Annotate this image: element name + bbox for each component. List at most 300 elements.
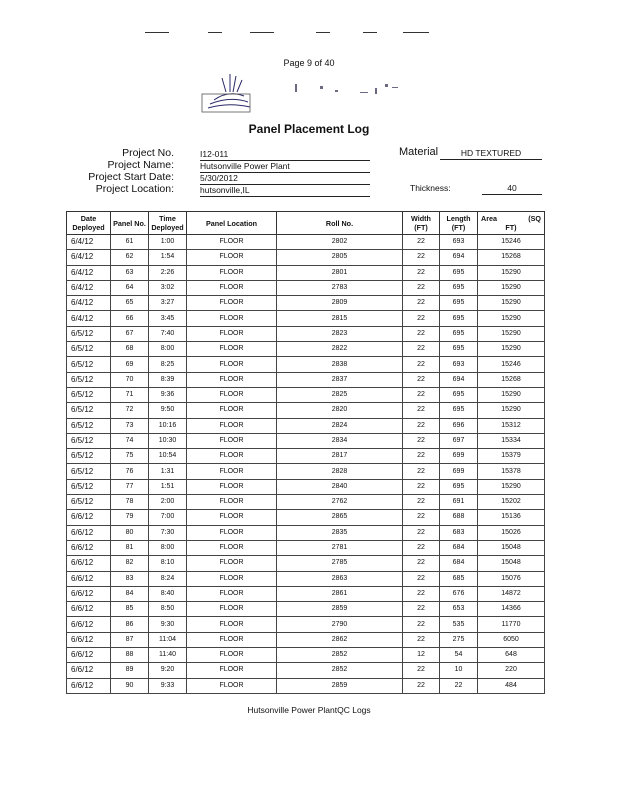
width-cell: 22 (403, 602, 440, 617)
length-cell: 695 (440, 403, 478, 418)
area-cell: 15290 (478, 326, 545, 341)
panel-no-cell: 82 (111, 556, 149, 571)
width-cell: 22 (403, 250, 440, 265)
area-cell: 15246 (478, 357, 545, 372)
width-cell: 22 (403, 296, 440, 311)
time-cell: 7:00 (149, 510, 187, 525)
time-cell: 8:10 (149, 556, 187, 571)
page-number: Page 9 of 40 (283, 58, 335, 68)
width-cell: 22 (403, 387, 440, 402)
location-cell: FLOOR (187, 586, 277, 601)
panel-no-cell: 76 (111, 464, 149, 479)
panel-no-cell: 89 (111, 663, 149, 678)
roll-no-cell: 2801 (277, 265, 403, 280)
length-cell: 685 (440, 571, 478, 586)
panel-no-cell: 67 (111, 326, 149, 341)
table-row (67, 663, 545, 678)
time-cell: 8:00 (149, 342, 187, 357)
time-cell: 11:40 (149, 648, 187, 663)
table-row (67, 510, 545, 525)
width-cell: 22 (403, 372, 440, 387)
location-cell: FLOOR (187, 387, 277, 402)
table-row (67, 678, 545, 693)
header-date-deployed: Date Deployed (67, 212, 111, 235)
length-cell: 693 (440, 357, 478, 372)
roll-no-cell: 2823 (277, 326, 403, 341)
location-cell: FLOOR (187, 296, 277, 311)
width-cell: 22 (403, 510, 440, 525)
panel-no-cell: 70 (111, 372, 149, 387)
length-cell: 695 (440, 479, 478, 494)
time-cell: 7:30 (149, 525, 187, 540)
area-cell: 15290 (478, 296, 545, 311)
roll-no-cell: 2861 (277, 586, 403, 601)
location-cell: FLOOR (187, 342, 277, 357)
length-cell: 693 (440, 235, 478, 250)
length-cell: 22 (440, 678, 478, 693)
time-cell: 8:25 (149, 357, 187, 372)
length-cell: 699 (440, 464, 478, 479)
panel-no-cell: 69 (111, 357, 149, 372)
location-cell: FLOOR (187, 433, 277, 448)
panel-no-cell: 71 (111, 387, 149, 402)
date-cell: 6/4/12 (67, 250, 111, 265)
page-footer: Hutsonville Power PlantQC Logs (247, 705, 371, 715)
date-cell: 6/5/12 (67, 433, 111, 448)
location-cell: FLOOR (187, 571, 277, 586)
project-location-value: hutsonville,IL (200, 185, 370, 197)
panel-no-cell: 61 (111, 235, 149, 250)
thickness-label: Thickness: (410, 183, 451, 193)
roll-no-cell: 2852 (277, 648, 403, 663)
area-cell: 484 (478, 678, 545, 693)
length-cell: 695 (440, 387, 478, 402)
area-cell: 15290 (478, 387, 545, 402)
time-cell: 9:50 (149, 403, 187, 418)
location-cell: FLOOR (187, 326, 277, 341)
length-cell: 688 (440, 510, 478, 525)
roll-no-cell: 2859 (277, 678, 403, 693)
panel-no-cell: 88 (111, 648, 149, 663)
time-cell: 1:54 (149, 250, 187, 265)
date-cell: 6/6/12 (67, 648, 111, 663)
date-cell: 6/6/12 (67, 510, 111, 525)
width-cell: 22 (403, 418, 440, 433)
roll-no-cell: 2790 (277, 617, 403, 632)
location-cell: FLOOR (187, 678, 277, 693)
area-cell: 15379 (478, 449, 545, 464)
area-cell: 15026 (478, 525, 545, 540)
width-cell: 22 (403, 663, 440, 678)
project-location-label: Project Location: (95, 183, 174, 195)
date-cell: 6/4/12 (67, 265, 111, 280)
location-cell: FLOOR (187, 663, 277, 678)
width-cell: 22 (403, 617, 440, 632)
panel-no-cell: 68 (111, 342, 149, 357)
project-start-date-value: 5/30/2012 (200, 173, 370, 185)
time-cell: 9:33 (149, 678, 187, 693)
document-title: Panel Placement Log (248, 122, 370, 136)
location-cell: FLOOR (187, 311, 277, 326)
date-cell: 6/6/12 (67, 602, 111, 617)
table-header-row (67, 212, 545, 235)
roll-no-cell: 2805 (277, 250, 403, 265)
length-cell: 10 (440, 663, 478, 678)
panel-no-cell: 78 (111, 495, 149, 510)
location-cell: FLOOR (187, 280, 277, 295)
project-no-value: I12-011 (200, 149, 370, 161)
width-cell: 22 (403, 433, 440, 448)
width-cell: 22 (403, 265, 440, 280)
table-row (67, 372, 545, 387)
time-cell: 9:20 (149, 663, 187, 678)
area-cell: 11770 (478, 617, 545, 632)
table-row (67, 632, 545, 647)
material-label: Material (399, 146, 439, 158)
project-name-value: Hutsonville Power Plant (200, 161, 370, 173)
date-cell: 6/5/12 (67, 342, 111, 357)
date-cell: 6/5/12 (67, 372, 111, 387)
roll-no-cell: 2840 (277, 479, 403, 494)
project-no-label: Project No. (122, 147, 174, 159)
location-cell: FLOOR (187, 265, 277, 280)
roll-no-cell: 2822 (277, 342, 403, 357)
length-cell: 653 (440, 602, 478, 617)
width-cell: 22 (403, 464, 440, 479)
date-cell: 6/6/12 (67, 540, 111, 555)
length-cell: 695 (440, 342, 478, 357)
table-row (67, 250, 545, 265)
panel-no-cell: 77 (111, 479, 149, 494)
location-cell: FLOOR (187, 617, 277, 632)
date-cell: 6/5/12 (67, 464, 111, 479)
area-cell: 14366 (478, 602, 545, 617)
width-cell: 22 (403, 403, 440, 418)
header-length: Length (FT) (440, 212, 478, 235)
header-area-unit-open: (SQ (528, 214, 541, 223)
panel-no-cell: 74 (111, 433, 149, 448)
header-area (478, 212, 545, 235)
area-cell: 15334 (478, 433, 545, 448)
date-cell: 6/5/12 (67, 418, 111, 433)
time-cell: 9:36 (149, 387, 187, 402)
table-row (67, 387, 545, 402)
roll-no-cell: 2781 (277, 540, 403, 555)
panel-no-cell: 63 (111, 265, 149, 280)
length-cell: 695 (440, 326, 478, 341)
time-cell: 2:00 (149, 495, 187, 510)
header-panel-no: Panel No. (111, 212, 149, 235)
roll-no-cell: 2785 (277, 556, 403, 571)
date-cell: 6/5/12 (67, 387, 111, 402)
time-cell: 8:39 (149, 372, 187, 387)
time-cell: 1:51 (149, 479, 187, 494)
roll-no-cell: 2815 (277, 311, 403, 326)
area-cell: 15290 (478, 342, 545, 357)
panel-no-cell: 62 (111, 250, 149, 265)
area-cell: 15076 (478, 571, 545, 586)
panel-placement-table (66, 211, 545, 694)
location-cell: FLOOR (187, 510, 277, 525)
roll-no-cell: 2828 (277, 464, 403, 479)
panel-no-cell: 65 (111, 296, 149, 311)
location-cell: FLOOR (187, 479, 277, 494)
date-cell: 6/6/12 (67, 586, 111, 601)
table-row (67, 449, 545, 464)
location-cell: FLOOR (187, 540, 277, 555)
length-cell: 695 (440, 280, 478, 295)
width-cell: 22 (403, 479, 440, 494)
location-cell: FLOOR (187, 418, 277, 433)
location-cell: FLOOR (187, 357, 277, 372)
area-cell: 220 (478, 663, 545, 678)
table-row (67, 311, 545, 326)
location-cell: FLOOR (187, 372, 277, 387)
length-cell: 694 (440, 372, 478, 387)
date-cell: 6/5/12 (67, 403, 111, 418)
table-row (67, 280, 545, 295)
panel-no-cell: 83 (111, 571, 149, 586)
table-row (67, 464, 545, 479)
table-row (67, 525, 545, 540)
roll-no-cell: 2838 (277, 357, 403, 372)
roll-no-cell: 2825 (277, 387, 403, 402)
table-row (67, 571, 545, 586)
length-cell: 695 (440, 296, 478, 311)
panel-no-cell: 80 (111, 525, 149, 540)
panel-no-cell: 81 (111, 540, 149, 555)
project-name-label: Project Name: (107, 159, 174, 171)
time-cell: 8:50 (149, 602, 187, 617)
roll-no-cell: 2817 (277, 449, 403, 464)
length-cell: 699 (440, 449, 478, 464)
length-cell: 694 (440, 250, 478, 265)
width-cell: 12 (403, 648, 440, 663)
area-cell: 15268 (478, 250, 545, 265)
area-cell: 15246 (478, 235, 545, 250)
time-cell: 8:00 (149, 540, 187, 555)
location-cell: FLOOR (187, 495, 277, 510)
panel-no-cell: 86 (111, 617, 149, 632)
width-cell: 22 (403, 280, 440, 295)
area-cell: 15378 (478, 464, 545, 479)
roll-no-cell: 2862 (277, 632, 403, 647)
time-cell: 10:16 (149, 418, 187, 433)
roll-no-cell: 2837 (277, 372, 403, 387)
width-cell: 22 (403, 678, 440, 693)
thickness-value: 40 (482, 183, 542, 195)
time-cell: 1:00 (149, 235, 187, 250)
area-cell: 648 (478, 648, 545, 663)
roll-no-cell: 2865 (277, 510, 403, 525)
table-row (67, 342, 545, 357)
date-cell: 6/6/12 (67, 525, 111, 540)
roll-no-cell: 2820 (277, 403, 403, 418)
time-cell: 3:02 (149, 280, 187, 295)
length-cell: 54 (440, 648, 478, 663)
width-cell: 22 (403, 586, 440, 601)
table-row (67, 403, 545, 418)
date-cell: 6/5/12 (67, 326, 111, 341)
time-cell: 11:04 (149, 632, 187, 647)
location-cell: FLOOR (187, 403, 277, 418)
table-row (67, 648, 545, 663)
table-row (67, 235, 545, 250)
location-cell: FLOOR (187, 250, 277, 265)
width-cell: 22 (403, 525, 440, 540)
length-cell: 684 (440, 556, 478, 571)
length-cell: 676 (440, 586, 478, 601)
panel-no-cell: 64 (111, 280, 149, 295)
location-cell: FLOOR (187, 556, 277, 571)
roll-no-cell: 2783 (277, 280, 403, 295)
roll-no-cell: 2824 (277, 418, 403, 433)
date-cell: 6/6/12 (67, 556, 111, 571)
area-cell: 15268 (478, 372, 545, 387)
roll-no-cell: 2863 (277, 571, 403, 586)
panel-no-cell: 84 (111, 586, 149, 601)
length-cell: 695 (440, 265, 478, 280)
table-body (67, 235, 545, 694)
header-width: Width (FT) (403, 212, 440, 235)
panel-no-cell: 72 (111, 403, 149, 418)
header-roll-no: Roll No. (277, 212, 403, 235)
roll-no-cell: 2852 (277, 663, 403, 678)
date-cell: 6/5/12 (67, 449, 111, 464)
width-cell: 22 (403, 540, 440, 555)
width-cell: 22 (403, 311, 440, 326)
time-cell: 10:30 (149, 433, 187, 448)
length-cell: 535 (440, 617, 478, 632)
date-cell: 6/4/12 (67, 311, 111, 326)
table-row (67, 418, 545, 433)
date-cell: 6/4/12 (67, 280, 111, 295)
area-cell: 14872 (478, 586, 545, 601)
table-row (67, 296, 545, 311)
table-row (67, 326, 545, 341)
area-cell: 15048 (478, 540, 545, 555)
area-cell: 6050 (478, 632, 545, 647)
header-area-unit-close: FT) (505, 223, 517, 232)
date-cell: 6/5/12 (67, 357, 111, 372)
location-cell: FLOOR (187, 602, 277, 617)
width-cell: 22 (403, 632, 440, 647)
length-cell: 683 (440, 525, 478, 540)
panel-no-cell: 90 (111, 678, 149, 693)
width-cell: 22 (403, 326, 440, 341)
length-cell: 684 (440, 540, 478, 555)
time-cell: 2:26 (149, 265, 187, 280)
table-row (67, 479, 545, 494)
area-cell: 15290 (478, 280, 545, 295)
date-cell: 6/6/12 (67, 632, 111, 647)
date-cell: 6/5/12 (67, 479, 111, 494)
area-cell: 15136 (478, 510, 545, 525)
area-cell: 15290 (478, 265, 545, 280)
time-cell: 3:45 (149, 311, 187, 326)
panel-no-cell: 87 (111, 632, 149, 647)
location-cell: FLOOR (187, 464, 277, 479)
table-row (67, 265, 545, 280)
table-row (67, 617, 545, 632)
location-cell: FLOOR (187, 449, 277, 464)
width-cell: 22 (403, 357, 440, 372)
width-cell: 22 (403, 495, 440, 510)
time-cell: 10:54 (149, 449, 187, 464)
top-header-rules (0, 32, 618, 36)
table-row (67, 556, 545, 571)
roll-no-cell: 2859 (277, 602, 403, 617)
roll-no-cell: 2762 (277, 495, 403, 510)
time-cell: 3:27 (149, 296, 187, 311)
table-row (67, 495, 545, 510)
width-cell: 22 (403, 556, 440, 571)
panel-no-cell: 66 (111, 311, 149, 326)
area-cell: 15312 (478, 418, 545, 433)
roll-no-cell: 2809 (277, 296, 403, 311)
length-cell: 696 (440, 418, 478, 433)
roll-no-cell: 2834 (277, 433, 403, 448)
date-cell: 6/4/12 (67, 235, 111, 250)
width-cell: 22 (403, 342, 440, 357)
header-area-label: Area (481, 214, 497, 223)
time-cell: 8:40 (149, 586, 187, 601)
date-cell: 6/6/12 (67, 663, 111, 678)
width-cell: 22 (403, 571, 440, 586)
area-cell: 15290 (478, 403, 545, 418)
company-logo (200, 70, 420, 115)
date-cell: 6/6/12 (67, 571, 111, 586)
roll-no-cell: 2835 (277, 525, 403, 540)
location-cell: FLOOR (187, 632, 277, 647)
header-time-deployed: Time Deployed (149, 212, 187, 235)
width-cell: 22 (403, 235, 440, 250)
location-cell: FLOOR (187, 525, 277, 540)
date-cell: 6/4/12 (67, 296, 111, 311)
header-panel-location: Panel Location (187, 212, 277, 235)
area-cell: 15202 (478, 495, 545, 510)
table-row (67, 433, 545, 448)
length-cell: 691 (440, 495, 478, 510)
material-value: HD TEXTURED (440, 148, 542, 160)
date-cell: 6/6/12 (67, 678, 111, 693)
table-row (67, 540, 545, 555)
time-cell: 1:31 (149, 464, 187, 479)
time-cell: 7:40 (149, 326, 187, 341)
area-cell: 15048 (478, 556, 545, 571)
panel-no-cell: 73 (111, 418, 149, 433)
table-row (67, 586, 545, 601)
length-cell: 697 (440, 433, 478, 448)
date-cell: 6/6/12 (67, 617, 111, 632)
time-cell: 9:30 (149, 617, 187, 632)
date-cell: 6/5/12 (67, 495, 111, 510)
area-cell: 15290 (478, 479, 545, 494)
panel-no-cell: 85 (111, 602, 149, 617)
panel-no-cell: 75 (111, 449, 149, 464)
width-cell: 22 (403, 449, 440, 464)
panel-no-cell: 79 (111, 510, 149, 525)
time-cell: 8:24 (149, 571, 187, 586)
table-row (67, 357, 545, 372)
location-cell: FLOOR (187, 648, 277, 663)
project-start-date-label: Project Start Date: (88, 171, 174, 183)
area-cell: 15290 (478, 311, 545, 326)
roll-no-cell: 2802 (277, 235, 403, 250)
table-row (67, 602, 545, 617)
length-cell: 275 (440, 632, 478, 647)
location-cell: FLOOR (187, 235, 277, 250)
